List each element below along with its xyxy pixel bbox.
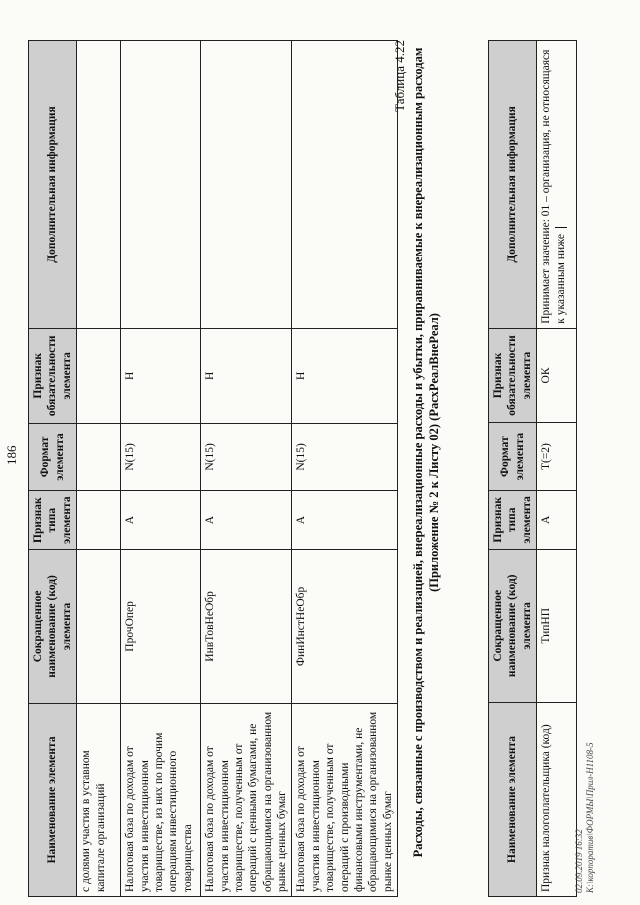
cell-required [77,329,121,423]
header-name: Наименование элемента [489,702,537,896]
cell-code: ИнвТовНеОбр [201,550,292,704]
table-row [121,41,201,897]
cell-info-text: Принимает значение: 01 – организация, не относящаяся к указанным ниже [540,49,567,324]
cell-format [77,423,121,491]
cell-code: ТипНП [537,549,577,702]
header-name: Наименование элемента [29,703,77,896]
elements-table-continued [28,40,398,897]
header-required: Признак обязательности элемента [29,329,77,423]
header-code: Сокращенное наименование (код) элемента [489,549,537,702]
file-footer [574,743,596,893]
cell-name: Налоговая база по доходам от участия в инвестиционном товариществе, из них по прочим операциям инвестиционного товарищества [121,703,201,896]
cell-info [292,41,398,329]
cell-name: Налоговая база по доходам от участия в инвестиционном товариществе, полученным от операций с ценными бумагами, не обращающимися на организованном рынке ценных бумаг [201,703,292,896]
header-info: Дополнительная информация [29,41,77,329]
table-row [537,41,577,897]
cell-type: А [201,491,292,550]
cell-type [77,491,121,550]
cell-code [77,550,121,704]
cell-info [201,41,292,329]
table-row [292,41,398,897]
table-row [77,41,121,897]
cell-code: ФинИнстНеОбр [292,550,398,704]
footer-path: К:\корпоратив\ФОРМЫ\Прил-Н1108-5 [584,742,595,893]
table-caption: Расходы, связанные с производством и реализацией, внереализационные расходы и убытки, приравниваемые к внереализационным расходам (Приложение № 2 к Листу 02) (РасхРеалВнеРеал) [411,47,442,858]
cell-type: А [121,491,201,550]
table-row [201,41,292,897]
cell-required: Н [201,329,292,423]
cell-type: А [537,490,577,549]
text-cursor-mark [555,226,567,228]
cell-name: с долями участия в уставном капитале организаций [77,703,121,896]
elements-table [488,40,577,897]
cell-format: N(15) [121,423,201,491]
cell-required: Н [292,329,398,423]
table-header-row [29,41,77,897]
cell-type: А [292,491,398,550]
header-format: Формат элемента [29,423,77,491]
cell-name: Признак налогоплательщика (код) [537,702,577,896]
cell-code: ПрочОпер [121,550,201,704]
cell-info [537,41,577,329]
cell-required: ОК [537,328,577,422]
header-required: Признак обязательности элемента [489,328,537,422]
cell-name: Налоговая база по доходам от участия в инвестиционном товариществе, полученным от операций с производными финансовыми инструментами, не обращающимися на организованном рынке ценных бумаг [292,703,398,896]
table-label: Таблица 4.22 [392,40,407,112]
header-type: Признак типа элемента [489,490,537,549]
cell-info [77,41,121,329]
cell-required: Н [121,329,201,423]
header-type: Признак типа элемента [29,491,77,550]
table-header-row [489,41,537,897]
cell-format: N(15) [292,423,398,491]
cell-format: N(15) [201,423,292,491]
cell-info [121,41,201,329]
header-format: Формат элемента [489,423,537,491]
cell-format: Т(=2) [537,423,577,491]
page-number: 186 [4,445,19,465]
footer-date: 02.09.2019 16:32 [574,829,584,893]
header-info: Дополнительная информация [489,41,537,329]
header-code: Сокращенное наименование (код) элемента [29,550,77,704]
